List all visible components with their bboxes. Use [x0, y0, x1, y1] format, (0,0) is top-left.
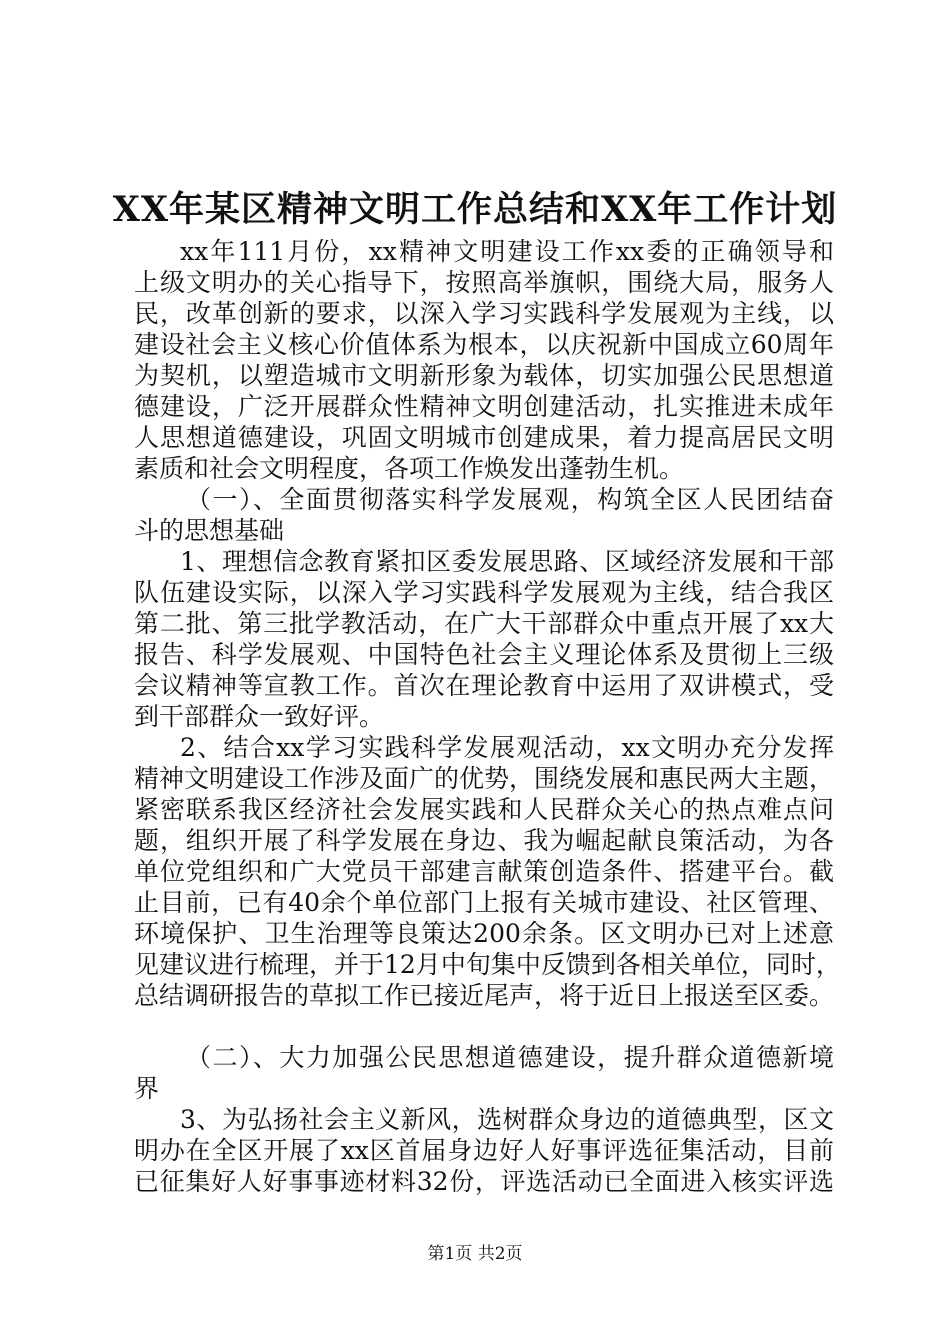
paragraph-line: 2、结合xx学习实践科学发展观活动，xx文明办充分发挥 [180, 733, 834, 762]
paragraph-line: 队伍建设实际，以深入学习实践科学发展观为主线，结合我区 [134, 578, 834, 607]
blank-line [134, 1011, 834, 1042]
paragraph-line: 精神文明建设工作涉及面广的优势，围绕发展和惠民两大主题， [134, 764, 835, 793]
section-heading-line: （一）、全面贯彻落实科学发展观，构筑全区人民团结奋 [186, 485, 834, 514]
paragraph-line: 为契机，以塑造城市文明新形象为载体，切实加强公民思想道 [134, 361, 834, 390]
section-heading-line: 斗的思想基础 [134, 516, 285, 545]
paragraph-line: 会议精神等宣教工作。首次在理论教育中运用了双讲模式，受 [134, 671, 834, 700]
section-heading-line: 界 [134, 1074, 160, 1103]
paragraph-line: 3、为弘扬社会主义新风，选树群众身边的道德典型，区文 [180, 1105, 834, 1134]
paragraph-line: 单位党组织和广大党员干部建言献策创造条件、搭建平台。截 [134, 857, 834, 886]
paragraph-line: 明办在全区开展了xx区首届身边好人好事评选征集活动，目前 [134, 1136, 834, 1165]
paragraph-line: 题，组织开展了科学发展在身边、我为崛起献良策活动，为各 [134, 826, 834, 855]
paragraph-line: 环境保护、卫生治理等良策达200余条。区文明办已对上述意 [134, 919, 834, 948]
section-heading-line: （二）、大力加强公民思想道德建设，提升群众道德新境 [186, 1043, 834, 1072]
paragraph-line: 止目前，已有40余个单位部门上报有关城市建设、社区管理、 [134, 888, 834, 917]
paragraph-line: 民，改革创新的要求，以深入学习实践科学发展观为主线，以 [134, 299, 834, 328]
paragraph-line: 已征集好人好事事迹材料32份，评选活动已全面进入核实评选 [134, 1167, 834, 1196]
paragraph-line: 见建议进行梳理，并于12月中旬集中反馈到各相关单位，同时， [134, 950, 841, 979]
document-title: XX年某区精神文明工作总结和XX年工作计划 [112, 189, 838, 230]
paragraph-line: 上级文明办的关心指导下，按照高举旗帜，围绕大局，服务人 [134, 268, 834, 297]
paragraph-line: 到干部群众一致好评。 [134, 702, 385, 731]
paragraph-line: 报告、科学发展观、中国特色社会主义理论体系及贯彻上三级 [134, 640, 834, 669]
document-body [134, 236, 841, 1197]
paragraph-line: 素质和社会文明程度，各项工作焕发出蓬勃生机。 [134, 454, 685, 483]
paragraph-line: 德建设，广泛开展群众性精神文明创建活动，扎实推进未成年 [134, 392, 834, 421]
page-footer: 第1页 共2页 [427, 1244, 523, 1264]
paragraph-line: 紧密联系我区经济社会发展实践和人民群众关心的热点难点问 [134, 795, 834, 824]
paragraph-line: 总结调研报告的草拟工作已接近尾声，将于近日上报送至区委。 [134, 981, 835, 1010]
paragraph-line: 人思想道德建设，巩固文明城市创建成果，着力提高居民文明 [134, 423, 834, 452]
paragraph-line: 第二批、第三批学教活动，在广大干部群众中重点开展了xx大 [134, 609, 834, 638]
paragraph-line: 1、理想信念教育紧扣区委发展思路、区域经济发展和干部 [180, 547, 834, 576]
paragraph-line: xx年111月份，xx精神文明建设工作xx委的正确领导和 [180, 237, 834, 266]
paragraph-line: 建设社会主义核心价值体系为根本，以庆祝新中国成立60周年 [134, 330, 834, 359]
